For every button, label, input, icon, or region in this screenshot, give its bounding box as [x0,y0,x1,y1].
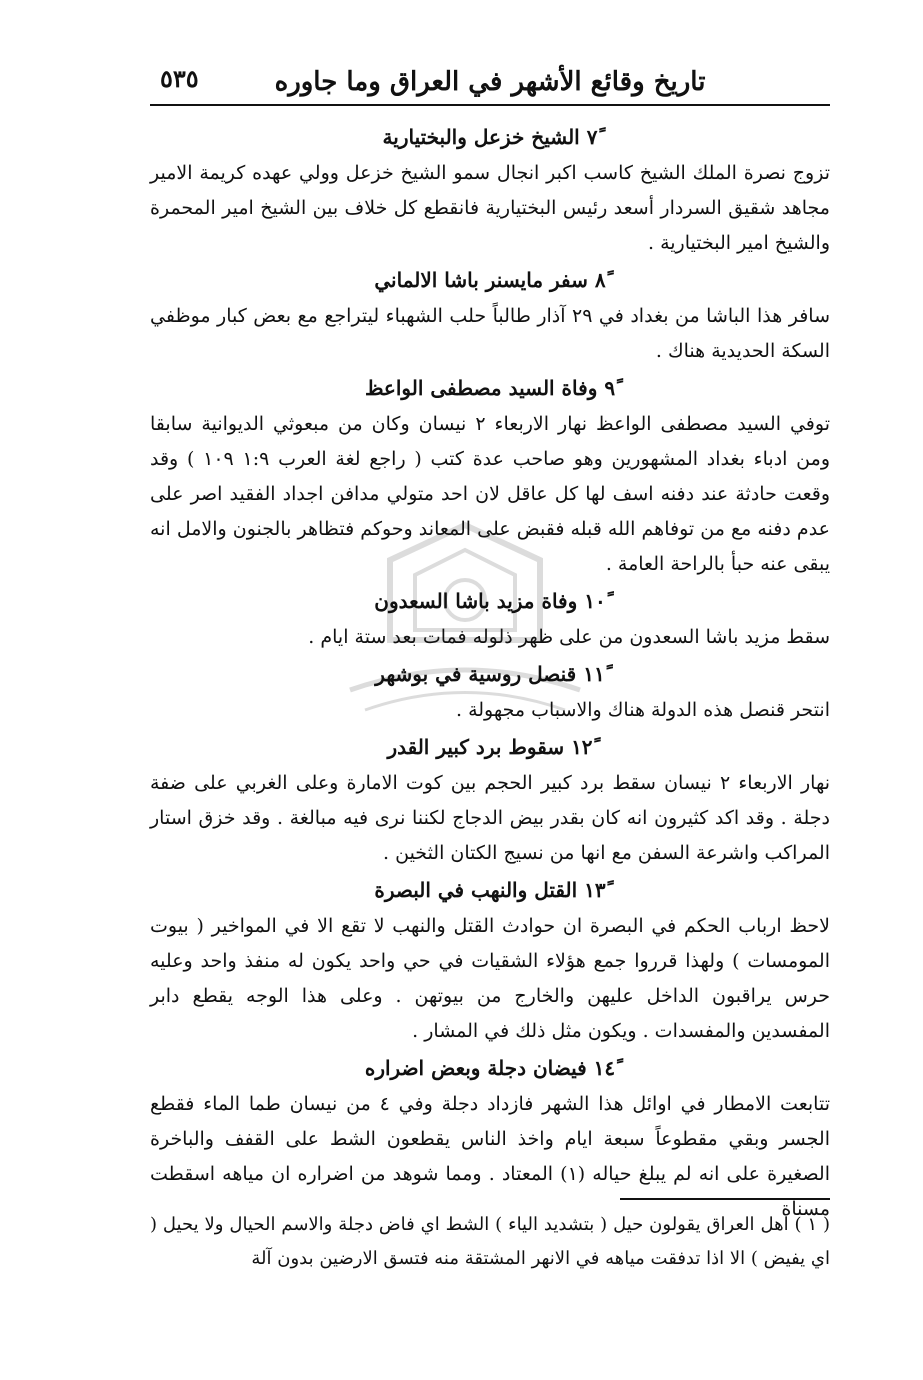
section-title: ٨ً سفر مايسنر باشا الالماني [374,268,606,292]
header-rule [150,104,830,106]
section-title: ١٢ً سقوط برد كبير القدر [387,735,593,759]
section-paragraph: تزوج نصرة الملك الشيخ كاسب اكبر انجال سمو الشيخ خزعل وولي عهده كريمة الامير مجاهد شقيق السردار أسعد رئيس البختيارية فانقطع كل خلاف بين الشيخ امير المحمرة والشيخ امير البختيارية . [150,162,830,254]
section-title: ١٤ً فيضان دجلة وبعض اضراره [364,1056,616,1080]
section-12 [150,728,830,871]
page-number: ٥٣٥ [160,64,199,93]
section-paragraph: لاحظ ارباب الحكم في البصرة ان حوادث القتل والنهب لا تقع الا في المواخير ( بيوت المومسات ) ولهذا قرروا جمع هؤلاء الشقيات في حي واحد يكون له منفذ واحد وعليه حرس يراقبون الداخل عليهن والخارج من بيوتهن . وعلى هذا الوجه يقطع دابر المفسدين والمفسدات . ويكون مثل ذلك في المشار . [150,915,830,1042]
section-paragraph: تتابعت الامطار في اوائل هذا الشهر فازداد دجلة وفي ٤ من نيسان طما الماء فقطع الجسر وبقي مقطوعاً سبعة ايام واخذ الناس يقطعون الشط على القفف والباخرة الصغيرة على انه لم يبلغ حياله (١) المعتاد . ومما شوهد من اضراره ان مياهه اسقطت مسناة [150,1093,830,1220]
article-body [150,118,830,1227]
section-paragraph: سافر هذا الباشا من بغداد في ٢٩ آذار طالباً حلب الشهباء ليتراجع مع بعض كبار موظفي السكة الحديدية هناك . [150,305,830,362]
section-paragraph: انتحر قنصل هذه الدولة هناك والاسباب مجهولة . [456,699,830,721]
running-title: تاريخ وقائع الأشهر في العراق وما جاوره [274,67,706,97]
section-title: ١٣ً القتل والنهب في البصرة [374,878,606,902]
section-11 [150,655,830,728]
section-7 [150,118,830,261]
section-title: ١١ً قنصل روسية في بوشهر [375,662,605,686]
section-paragraph: توفي السيد مصطفى الواعظ نهار الاربعاء ٢ نيسان وكان من مبعوثي الديوانية سابقا ومن ادباء بغداد المشهورين وهو صاحب عدة كتب ( راجع لغة العرب ١:٩ ١٠٩ ) وقد وقعت حادثة عند دفنه اسف لها كل عاقل لان احد متولي مدافن اجداد الفقيد اصر على عدم دفنه مع من توفاهم الله قبله فقبض على المعاند وحوكم فتظاهر بالجنون والامل انه يبقى عنه حبأ بالراحة العامة . [150,413,830,575]
section-paragraph: سقط مزيد باشا السعدون من على ظهر ذلوله فمات بعد ستة ايام . [308,626,830,648]
section-title: ١٠ً وفاة مزيد باشا السعدون [374,589,606,613]
section-10 [150,582,830,655]
footnote: ( ١ ) اهل العراق يقولون حيل ( بتشديد الياء ) الشط اي فاض دجلة والاسم الحيال ولا يحيل ( اي يفيض ) الا اذا تدفقت مياهه في الانهر المشتقة منه فتسق الارضين بدون آلة [150,1214,830,1269]
section-13 [150,871,830,1049]
footnote-rule [620,1198,830,1200]
section-14 [150,1049,830,1227]
section-paragraph: نهار الاربعاء ٢ نيسان سقط برد كبير الحجم بين كوت الامارة وعلى الغربي على ضفة دجلة . وقد اكد كثيرون انه كان بقدر بيض الدجاج لكننا نرى فيه مبالغة . وقد خزق استار المراكب واشرعة السفن مع انها من نسيج الكتان الثخين . [150,772,830,864]
section-9 [150,369,830,582]
section-title: ٧ً الشيخ خزعل والبختيارية [382,125,598,149]
section-title: ٩ً وفاة السيد مصطفى الواعظ [364,376,616,400]
page-header [150,62,830,102]
section-8 [150,261,830,369]
